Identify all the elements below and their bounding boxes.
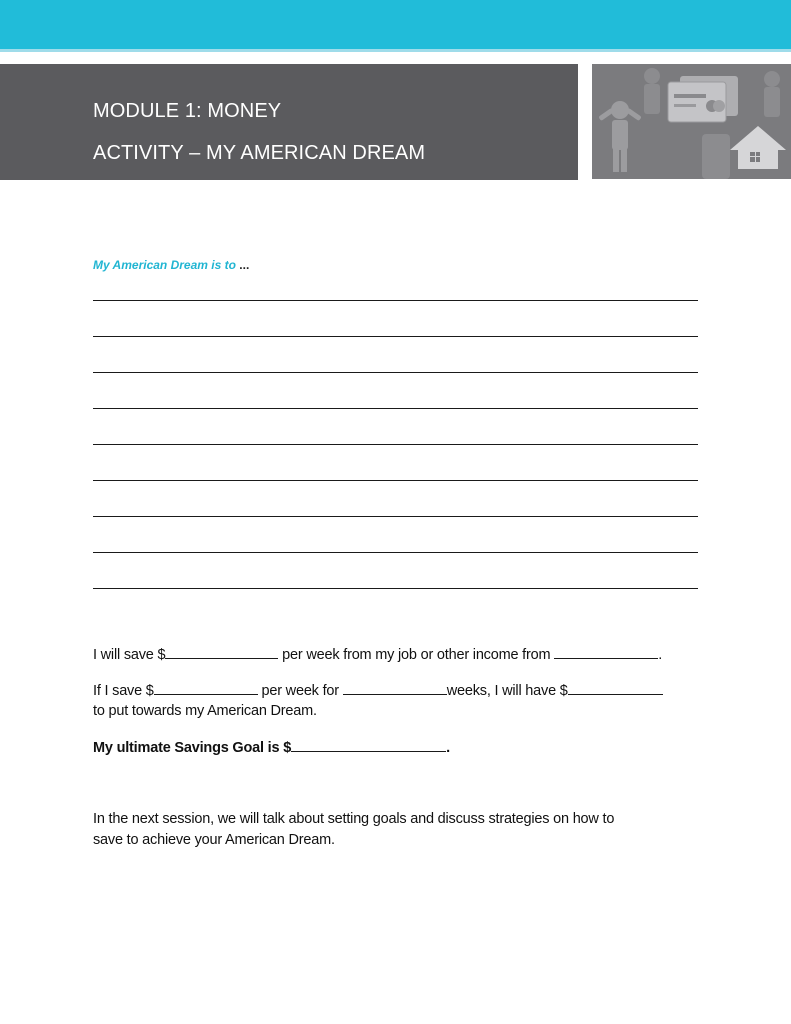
goal-text-2: . [446,740,450,756]
closing-line-2: save to achieve your American Dream. [93,832,335,848]
projection-text-3: weeks, I will have $ [446,683,568,699]
savings-projection-sentence [93,681,663,701]
income-source-blank[interactable] [554,645,658,659]
credit-card-icon [668,76,738,122]
closing-line-1: In the next session, we will talk about setting goals and discuss strategies on how to [93,811,615,827]
projection-line-2: to put towards my American Dream. [93,703,317,719]
projection-amount-blank[interactable] [154,681,258,695]
writing-line[interactable] [93,336,698,337]
goal-amount-blank[interactable] [291,738,446,752]
projection-text-2: per week for [257,683,343,699]
weekly-savings-sentence [93,645,662,665]
writing-line[interactable] [93,516,698,517]
weekly-savings-text-3: . [658,647,663,663]
dream-prompt [93,258,249,272]
weekly-savings-text-1: I will save $ [93,647,166,663]
module-title: MODULE 1: MONEY [93,100,282,122]
goal-text-1: My ultimate Savings Goal is $ [93,740,292,756]
writing-line[interactable] [93,588,698,589]
dream-prompt-lead: My American Dream is to [93,258,236,272]
weekly-savings-text-2: per week from my job or other income from [278,647,555,663]
projection-total-blank[interactable] [568,681,663,695]
writing-line[interactable] [93,552,698,553]
writing-line[interactable] [93,372,698,373]
header-illustration [592,64,791,179]
writing-line[interactable] [93,480,698,481]
projection-weeks-blank[interactable] [343,681,447,695]
writing-line[interactable] [93,300,698,301]
activity-title: ACTIVITY – MY AMERICAN DREAM [93,142,426,164]
writing-line[interactable] [93,444,698,445]
top-accent-bar-edge [0,49,791,52]
projection-text-1: If I save $ [93,683,154,699]
savings-goal-sentence [93,738,450,758]
dream-prompt-ellipsis: ... [235,258,250,272]
writing-line[interactable] [93,408,698,409]
top-accent-bar [0,0,791,49]
weekly-amount-blank[interactable] [165,645,278,659]
